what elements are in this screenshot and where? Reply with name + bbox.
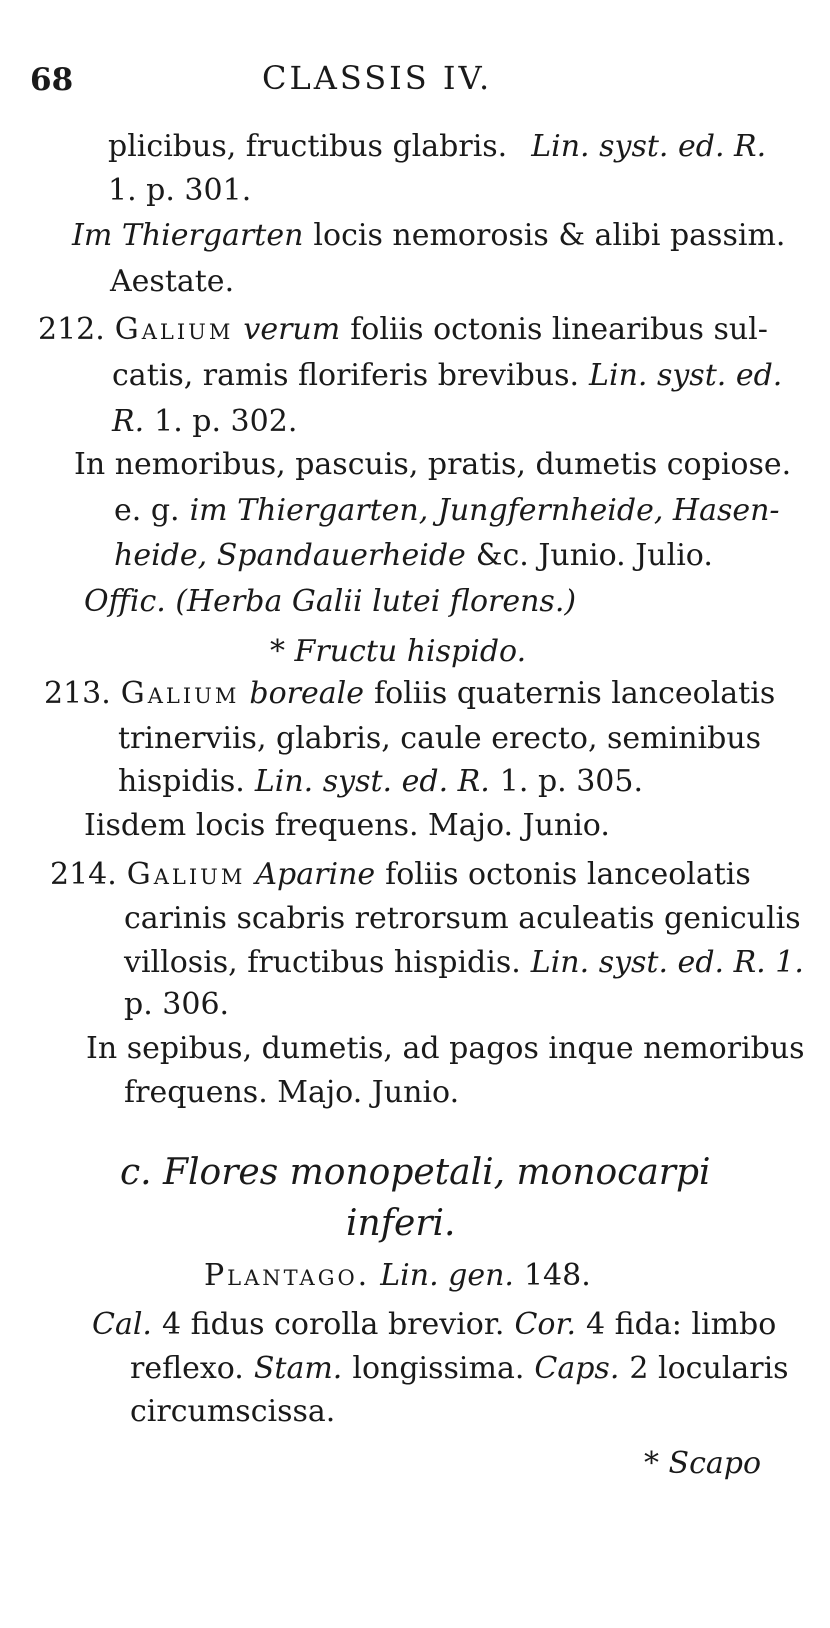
text: catis, ramis floriferis brevibus. — [112, 358, 580, 393]
entry-number: 212. — [38, 312, 105, 347]
species-name: verum — [243, 312, 341, 347]
entry-214-line-4: p. 306. — [124, 987, 230, 1022]
officinal-note: Offic. (Herba Galii lutei florens.) — [84, 584, 577, 619]
habitat-line-2: Aestate. — [110, 264, 235, 299]
text: 2 locularis — [629, 1351, 789, 1386]
label-stamens: Stam. — [253, 1351, 343, 1386]
entry-212-habitat-1: In nemoribus, pascuis, pratis, dumetis copiose. — [74, 447, 792, 482]
genus-desc-line-1 — [92, 1305, 776, 1345]
entry-214-line-3 — [124, 943, 804, 983]
text: hispidis. — [118, 764, 245, 799]
text: &c. Junio. Julio. — [475, 538, 713, 573]
genus-name: Plantago. — [204, 1258, 371, 1293]
genus-desc-line-2 — [130, 1349, 789, 1389]
place-name: Im Thiergarten — [72, 218, 304, 253]
text: locis nemorosis & alibi passim. — [313, 218, 786, 253]
label-corolla: Cor. — [514, 1307, 577, 1342]
species-name: boreale — [249, 676, 364, 711]
text: villosis, fructibus hispidis. — [124, 945, 521, 980]
cont-line-2: 1. p. 301. — [108, 173, 252, 208]
text: longissima. — [352, 1351, 525, 1386]
entry-212-line-1 — [38, 310, 768, 350]
entry-213-line-2: trinerviis, glabris, caule erecto, seminibus — [118, 721, 762, 756]
reference: Lin. syst. ed. R. — [254, 764, 490, 799]
text: foliis quaternis lanceolatis — [373, 676, 776, 711]
entry-212-habitat-2 — [114, 491, 780, 531]
running-head: CLASSIS IV. — [262, 59, 493, 97]
text: 1. p. 305. — [499, 764, 644, 799]
genus-name: Galium — [120, 676, 240, 711]
habitat-line-1 — [72, 216, 785, 256]
reference: R. — [112, 404, 145, 439]
species-name: Aparine — [255, 857, 376, 892]
entry-214-habitat-2: frequens. Majo. Junio. — [124, 1075, 460, 1110]
genus-name: Galium — [114, 312, 234, 347]
entry-213-line-3 — [118, 762, 643, 802]
text: e. g. — [114, 493, 180, 528]
genus-heading — [204, 1256, 591, 1296]
genus-number: 148. — [523, 1258, 591, 1293]
genus-name: Galium — [126, 857, 246, 892]
text: 4 fida: limbo — [586, 1307, 777, 1342]
entry-213-line-1 — [44, 674, 775, 714]
text: foliis octonis linearibus sul- — [350, 312, 768, 347]
text: 1. p. 302. — [154, 404, 298, 439]
entry-214-habitat-1: In sepibus, dumetis, ad pagos inque nemoribus — [86, 1031, 805, 1066]
entry-212-habitat-3 — [114, 536, 713, 576]
entry-212-line-2 — [112, 356, 782, 396]
reference: Lin. syst. ed. — [589, 358, 783, 393]
entry-213-habitat: Iisdem locis frequens. Majo. Junio. — [84, 808, 610, 843]
section-heading-line-1: c. Flores monopetali, monocarpi — [120, 1152, 711, 1193]
entry-212-line-3 — [112, 402, 297, 442]
genus-desc-line-3: circumscissa. — [130, 1394, 336, 1429]
page-number: 68 — [30, 62, 74, 98]
entry-214-line-2: carinis scabris retrorsum aculeatis geniculis — [124, 901, 801, 936]
label-capsule: Caps. — [534, 1351, 620, 1386]
entry-number: 213. — [44, 676, 111, 711]
reference: Lin. syst. ed. R. 1. — [530, 945, 804, 980]
entry-214-line-1 — [50, 855, 751, 895]
catchword: * Scapo — [644, 1446, 762, 1481]
text: plicibus, fructibus glabris. — [108, 129, 508, 164]
label-calyx: Cal. — [92, 1307, 152, 1342]
text: 4 fidus corolla brevior. — [161, 1307, 505, 1342]
place-names: heide, Spandauerheide — [114, 538, 466, 573]
text: foliis octonis lanceolatis — [385, 857, 751, 892]
place-names: im Thiergarten, Jungfernheide, Hasen- — [189, 493, 780, 528]
reference: Lin. syst. ed. R. — [531, 129, 767, 164]
entry-number: 214. — [50, 857, 117, 892]
variety-heading: * Fructu hispido. — [270, 634, 527, 669]
section-heading-line-2: inferi. — [346, 1203, 456, 1244]
cont-line-1 — [108, 127, 766, 167]
reference: Lin. gen. — [380, 1258, 514, 1293]
text: reflexo. — [130, 1351, 244, 1386]
